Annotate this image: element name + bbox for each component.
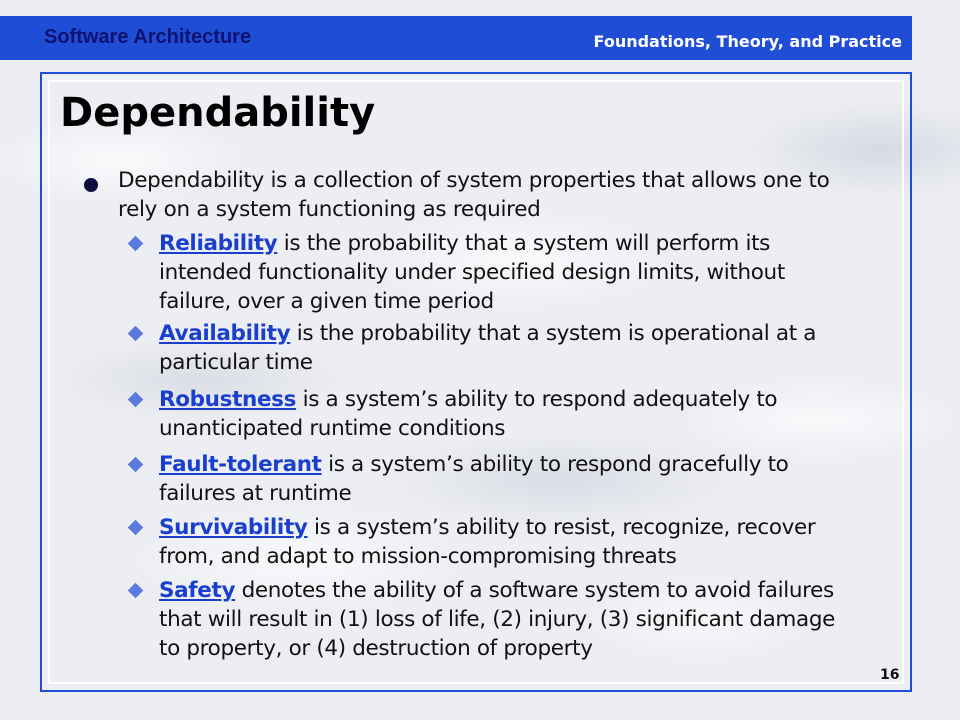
main-bullet-text: Dependability is a collection of system properties that allows one to rely on a system functioning as required xyxy=(118,168,830,222)
course-title: Software Architecture xyxy=(44,26,252,48)
definition-safety: denotes the ability of a software system to avoid failures that will result in (1) loss of life, (2) injury, (3) significant damage to property, or (4) destruction of property xyxy=(159,578,836,661)
page-number: 16 xyxy=(880,667,900,683)
diamond-bullet-icon xyxy=(128,392,144,408)
book-subtitle: Foundations, Theory, and Practice xyxy=(593,32,902,51)
term-robustness[interactable]: Robustness xyxy=(159,387,297,412)
definition-availability: is the probability that a system is operational at a particular time xyxy=(159,321,817,375)
diamond-bullet-icon xyxy=(128,457,144,473)
definition-survivability: is a system’s ability to resist, recognize, recover from, and adapt to mission-compromising threats xyxy=(159,515,816,569)
definition-reliability: is the probability that a system will perform its intended functionality under specified design limits, without failure, over a given time period xyxy=(159,231,785,314)
diamond-bullet-icon xyxy=(128,236,144,252)
term-fault-tolerant[interactable]: Fault-tolerant xyxy=(159,452,322,477)
diamond-bullet-icon xyxy=(128,520,144,536)
term-reliability[interactable]: Reliability xyxy=(159,231,278,256)
definition-robustness: is a system’s ability to respond adequately to unanticipated runtime conditions xyxy=(159,387,778,441)
filled-circle-bullet-icon xyxy=(84,178,98,192)
term-availability[interactable]: Availability xyxy=(159,321,291,346)
diamond-bullet-icon xyxy=(128,583,144,599)
term-survivability[interactable]: Survivability xyxy=(159,515,308,540)
definition-fault-tolerant: is a system’s ability to respond gracefully to failures at runtime xyxy=(159,452,789,506)
term-safety[interactable]: Safety xyxy=(159,578,236,603)
slide-title: Dependability xyxy=(60,90,376,136)
diamond-bullet-icon xyxy=(128,326,144,342)
